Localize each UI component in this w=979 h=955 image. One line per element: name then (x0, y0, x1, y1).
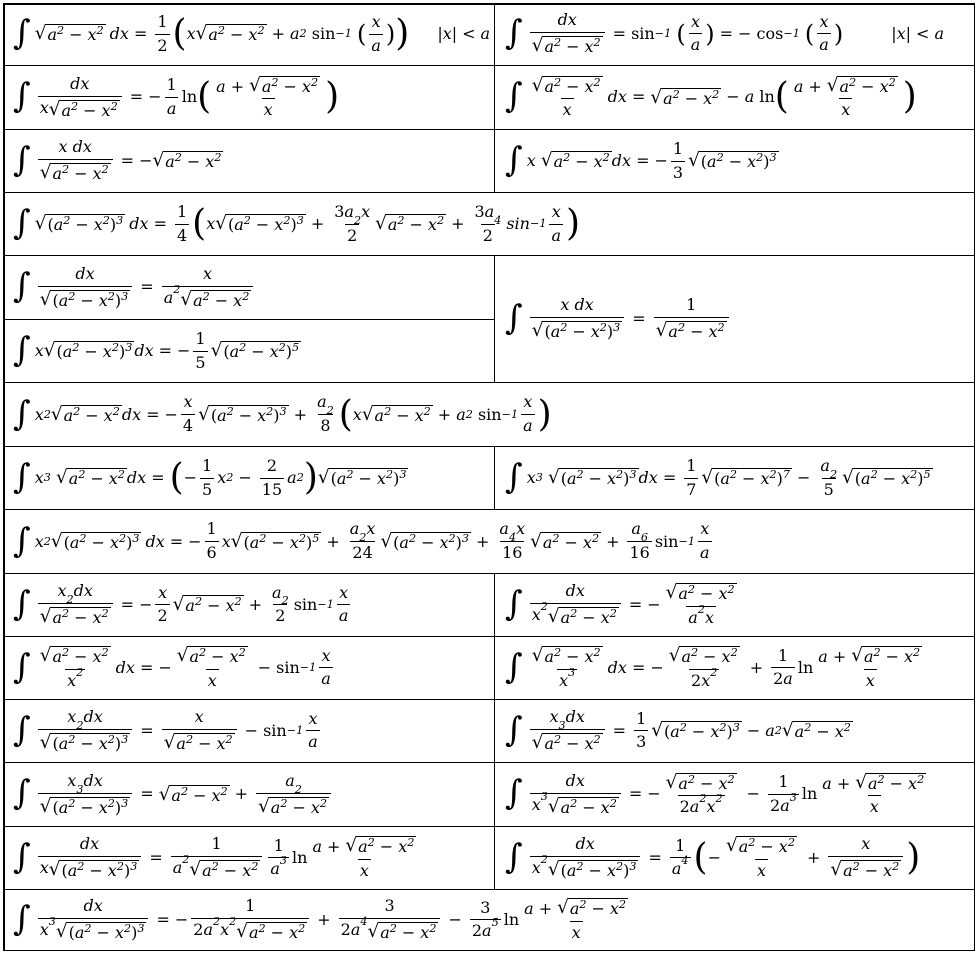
formula: ∫ dx x 3 √ $(a^2 - x^2)^3$ = − 1 2 a 2 x 2 √ $a^2 - x^2$ + 3 2 a 4 √ $a^2 - x^2$ − 3 2 a 5 ln a + √ $a^2 - x^2$ x (13, 896, 627, 943)
formula: ∫ dx x 2 √ $a^2 - x^2$ = − √ $a^2 - x^2$ a 2 x (505, 581, 735, 628)
formula: ∫ √ $(a^2 - x^2)^3$ dx = $\frac{1}{4}$ ( x √ $(a^2 - x^2)^3$ + 3 a 2 x 2 √ $a^2 - x^2$ + 3 a 4 2 sin −1 $\frac{x}{a}$ ) (13, 201, 581, 245)
formula-cell (495, 637, 975, 699)
formula-cell (3, 510, 975, 573)
formula: ∫ x √ $a^2 - x^2$ dx = − $\frac{1}{3}$ √ $(a^2 - x^2)^3$ (505, 138, 777, 182)
formula-cell (495, 3, 975, 65)
formula-cell (3, 66, 494, 129)
formula: ∫ x 2 √ $(a^2 - x^2)^3$ dx = − $\frac{1}{6}$ x √ $(a^2 - x^2)^5$ + a 2 x 24 √ $(a^2 - x^2)^3$ + a 4 x 16 √ $a^2 - x^2$ + a 6 16 sin −1 $\frac{x}{a}$ (13, 519, 710, 562)
formula: ∫ x dx √ $(a^2 - x^2)^3$ = 1 √ $a^2 - x^2$ (505, 297, 732, 340)
formula: ∫ dx x √ $a^2 - x^2$ = − $\frac{1}{a}$ ln ( a + √ $a^2 - x^2$ x ) (13, 73, 340, 120)
formula-cell (495, 130, 975, 192)
formula: ∫ √ $a^2 - x^2$ x dx = √ $a^2 - x^2$ − a ln ( a + √ $a^2 - x^2$ x ) (505, 74, 917, 120)
formula: ∫ x √ $(a^2 - x^2)^3$ dx = − $\frac{1}{5}$ √ $(a^2 - x^2)^5$ (13, 328, 300, 372)
formula-cell (3, 574, 494, 636)
formula-cell (495, 700, 975, 762)
formula: ∫ √ $a^2 - x^2$ x 3 dx = − √ $a^2 - x^2$ 2 x 2 + 1 2 a ln a + √ $a^2 - x^2$ x (505, 645, 921, 690)
formula: ∫ x 3 dx √ $(a^2 - x^2)^3$ = √ $a^2 - x^2$ + a 2 √ $a^2 - x^2$ (13, 773, 334, 816)
formula: ∫ √ $a^2 - x^2$ dx = $\frac{1}{2}$ ( x √ $a^2 - x^2$ + a 2 sin −1 ( $\frac{x}{a}$ ) ) |x| < a (13, 11, 491, 55)
formula: ∫ dx x √ $(a^2 - x^2)^3$ = 1 a 2 √ $a^2 - x^2$ 1 a 3 ln a + √ $a^2 - x^2$ x (13, 834, 415, 881)
formula-cell (3, 637, 494, 699)
formula-cell (3, 827, 494, 889)
formula-cell (495, 827, 975, 889)
formula-cell (3, 763, 494, 826)
formula-cell (495, 447, 975, 509)
formula-cell (495, 66, 975, 129)
formula: ∫ x 2 dx √ $(a^2 - x^2)^3$ = x √ $a^2 - x^2$ − sin −1 $\frac{x}{a}$ (13, 707, 318, 754)
formula: ∫ dx √ $(a^2 - x^2)^3$ = x a 2 √ $a^2 - x^2$ (13, 266, 256, 309)
integral-table (3, 3, 975, 951)
formula: ∫ dx √ $a^2 - x^2$ = sin −1 ( $\frac{x}{a}$ ) = − cos −1 ( $\frac{x}{a}$ ) |x| < a (505, 10, 944, 57)
formula: ∫ x dx √ $a^2 - x^2$ = − √ $a^2 - x^2$ (13, 137, 222, 184)
formula-cell (3, 130, 494, 192)
formula-cell (3, 383, 975, 446)
formula-cell (3, 447, 494, 509)
formula-cell (3, 193, 975, 255)
formula: ∫ x 2 dx √ $a^2 - x^2$ = − $\frac{x}{2}$ √ $a^2 - x^2$ + a 2 2 sin −1 $\frac{x}{a}$ (13, 581, 349, 628)
formula: ∫ dx x 2 √ $(a^2 - x^2)^3$ = 1 a 4 ( − √ $a^2 - x^2$ x + x √ $a^2 - x^2$ ) (505, 834, 921, 881)
formula: ∫ x 3 √ $a^2 - x^2$ dx = ( − $\frac{1}{5}$ x 2 − $\frac{2}{15}$ a 2 ) √ $(a^2 - x^2)^3$ (13, 455, 407, 499)
formula-cell (495, 763, 975, 826)
formula-cell (495, 574, 975, 636)
formula-cell (495, 256, 975, 382)
formula-cell (3, 890, 975, 950)
formula-cell (3, 256, 494, 319)
formula: ∫ x 3 dx √ $a^2 - x^2$ = $\frac{1}{3}$ √ $(a^2 - x^2)^3$ − a 2 √ $a^2 - x^2$ (505, 707, 851, 754)
formula: ∫ x 3 √ $(a^2 - x^2)^3$ dx = $\frac{1}{7}$ √ $(a^2 - x^2)^7$ − a 2 5 √ $(a^2 - x^2)^5$ (505, 455, 931, 499)
formula: ∫ dx x 3 √ $a^2 - x^2$ = − √ $a^2 - x^2$ 2 a 2 x 2 − 1 2 a 3 ln a + √ $a^2 - x^2$ x (505, 770, 925, 817)
formula-cell (3, 320, 494, 382)
formula-cell (3, 700, 494, 762)
formula-cell (3, 3, 494, 65)
formula: ∫ √ $a^2 - x^2$ x 2 dx = − √ $a^2 - x^2$ x − sin −1 $\frac{x}{a}$ (13, 645, 331, 690)
formula: ∫ x 2 √ $a^2 - x^2$ dx = − $\frac{x}{4}$ √ $(a^2 - x^2)^3$ + a 2 8 ( x √ $a^2 - x^2$ + a 2 sin −1 $\frac{x}{a}$ ) (13, 392, 552, 435)
